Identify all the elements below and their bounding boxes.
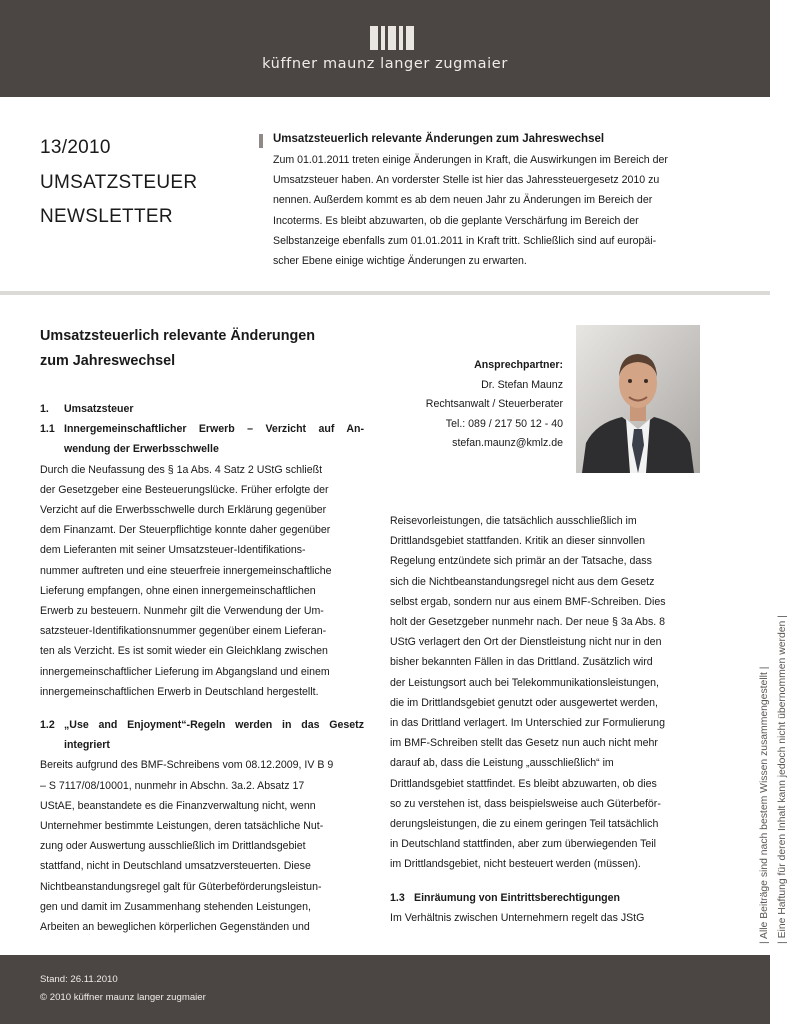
section-title: Innergemeinschaftlicher Erwerb – Verzicht auf An- [64,423,364,436]
section-number: 1.1 [40,423,55,436]
body-line: so zu verstehen ist, dass beispielsweise auch Güterbeför- [390,797,661,810]
body-line: UStG verlagert den Ort der Dienstleistung nicht nur in den [390,636,662,649]
body-line: Unternehmer bestimmte Leistungen, deren tatsächliche Nut- [40,820,324,833]
intro-line: Selbstanzeige ebenfalls zum 01.01.2011 in Kraft tritt. Schließlich sind auf europäi- [273,234,657,247]
body-line: innergemeinschaftlichen Erwerb in Deutschland hergestellt. [40,685,319,698]
section-title: Umsatzsteuer [64,403,134,415]
body-line: Drittlandsgebiet stattfanden. Kritik an dieser sinnvollen [390,535,645,548]
body-line: nummer auftreten und eine steuerfreie innergemeinschaftliche [40,564,332,577]
intro-line: Zum 01.01.2011 treten einige Änderungen in Kraft, die Auswirkungen im Bereich der [273,154,668,166]
body-line: darauf ab, dass die Leistung „ausschließlich“ im [390,757,614,770]
body-line: dem Finanzamt. Der Steuerpflichtige konnte daher gegenüber [40,524,331,537]
body-line: der Leistungsort auch bei Telekommunikationsleistungen, [390,676,659,689]
body-line: innergemeinschaftlicher Lieferung im Abgangsland und einem [40,665,330,678]
section-1-1-heading-cont [40,439,364,459]
body-line: die im Drittlandsgebiet genutzt oder ausgewertet werden, [390,696,658,709]
contact-phone: Tel.: 089 / 217 50 12 - 40 [445,417,563,430]
body-line: Regelung entzündete sich primär an der Tatsache, dass [390,555,652,568]
article-title [40,324,380,374]
body-line: Durch die Neufassung des § 1a Abs. 4 Satz 2 UStG schließt [40,463,323,476]
body-line: holt der Gesetzgeber nunmehr nach. Der neue § 3a Abs. 8 [390,616,666,629]
body-line: in das Drittland verlagert. Im Unterschied zur Formulierung [390,717,665,730]
firm-name: küffner maunz langer zugmaier [262,56,508,72]
body-line: Reisevorleistungen, die tatsächlich ausschließlich im [390,515,637,527]
body-line: Im Verhältnis zwischen Unternehmern regelt das JStG [390,911,645,924]
section-number: 1.2 [40,719,55,732]
section-1-2-heading-cont [40,735,364,755]
intro-line: nennen. Außerdem kommt es ab dem neuen Jahr zu Änderungen im Bereich der [273,194,653,207]
contact-block [390,356,563,454]
section-1-3-heading [390,888,710,908]
disclaimer-vertical [756,594,792,944]
page-footer [0,955,770,1024]
intro-text [273,150,733,271]
footer-copyright: © 2010 küffner maunz langer zugmaier [40,992,206,1003]
contact-label: Ansprechpartner: [474,359,563,371]
left-column [40,399,364,937]
contact-email[interactable]: stefan.maunz@kmlz.de [452,437,563,450]
body-line: Drittlandsgebiet stattfindet. Es bleibt abzuwarten, ob dies [390,777,657,790]
body-line: bisher bekannten Fällen in das Drittland. Zusätzlich wird [390,656,653,669]
footer-date: Stand: 26.11.2010 [40,974,118,985]
body-line: Arbeiten an beweglichen körperlichen Gegenständen und [40,921,310,934]
intro-line: scher Ebene einige wichtige Änderungen zu erwarten. [273,255,527,268]
contact-role: Rechtsanwalt / Steuerberater [425,398,563,411]
section-number: 1. [40,403,49,415]
section-number: 1.3 [390,891,405,904]
body-line: derungsleistungen, die zu einem geringen Teil tatsächlich [390,818,659,831]
right-column [390,511,710,928]
section-title: „Use and Enjoyment“-Regeln werden in das Gesetz [64,719,364,732]
page-header [0,0,770,97]
disclaimer-line: | Eine Haftung für deren Inhalt kann jedoch nicht übernommen werden | [777,615,788,944]
section-title: Einräumung von Eintrittsberechtigungen [414,891,620,904]
body-line: im Drittlandsgebiet, nicht besteuert werden (müssen). [390,858,641,871]
body-line: Verzicht auf die Erwerbsschwelle durch Erklärung gegenüber [40,504,327,517]
section-1-1-heading [40,419,364,439]
section-divider [0,291,770,295]
article-title-line: Umsatzsteuerlich relevante Änderungen [40,328,316,344]
intro-title: Umsatzsteuerlich relevante Änderungen zum Jahreswechsel [273,133,605,145]
section-title: integriert [64,739,110,752]
body-line: der Gesetzgeber eine Besteuerungslücke. Früher erfolgte der [40,483,329,496]
intro-marker [259,134,263,148]
body-line: dem Lieferanten mit seiner Umsatzsteuer-Identifikations- [40,544,306,557]
body-line: in Deutschland stattfinden, aber zum überwiegenden Teil [390,838,656,851]
body-line: gen und damit im Zusammenhang stehenden Leistungen, [40,900,311,913]
section-title: wendung der Erwerbsschwelle [64,443,219,456]
body-line: Bereits aufgrund des BMF-Schreibens vom 08.12.2009, IV B 9 [40,759,334,772]
body-line: im BMF-Schreiben stellt das Gesetz nun auch nicht mehr [390,737,658,750]
intro-line: Umsatzsteuer haben. An vorderster Stelle ist hier das Jahressteuergesetz 2010 zu [273,174,660,187]
body-line: selbst ergab, sondern nur aus einem BMF-Schreiben. Dies [390,595,666,608]
body-line: – S 7117/08/10001, nunmehr in Abschn. 3a.2. Absatz 17 [40,779,305,792]
disclaimer-line: | Alle Beiträge sind nach bestem Wissen zusammengestellt | [759,666,770,944]
body-line: Lieferung empfangen, ohne einen innergemeinschaftlichen [40,584,316,597]
body-line: Erwerb zu besteuern. Nunmehr gilt die Verwendung der Um- [40,605,324,618]
issue-title-line1: UMSATZSTEUER [40,172,198,193]
section-1-heading [40,399,364,419]
contact-name: Dr. Stefan Maunz [481,378,563,391]
article-title-line: zum Jahreswechsel [40,353,176,369]
section-1-2-heading [40,715,364,735]
firm-logo-icon [370,26,414,50]
body-line: zung oder Auswertung ausschließlich im Drittlandsgebiet [40,840,306,853]
body-line: UStAE, beanstandete es die Finanzverwaltung nicht, wenn [40,799,316,812]
body-line: ten als Verzicht. Es ist somit wieder ein Gleichklang zwischen [40,645,328,658]
intro-line: Incoterms. Es bleibt abzuwarten, ob die geplante Verschärfung im Bereich der [273,214,639,227]
body-line: satzsteuer-Identifikationsnummer gegenüber einem Lieferan- [40,625,327,638]
body-line: stattfand, nicht in Deutschland umsatzversteuerten. Diese [40,860,311,873]
body-line: Nichtbeanstandungsregel galt für Güterbeförderungsleistun- [40,880,322,893]
contact-photo [576,325,700,473]
issue-title-line2: NEWSLETTER [40,206,173,227]
issue-number: 13/2010 [40,137,111,158]
body-line: sich die Nichtbeanstandungsregel nicht aus dem Gesetz [390,575,655,588]
